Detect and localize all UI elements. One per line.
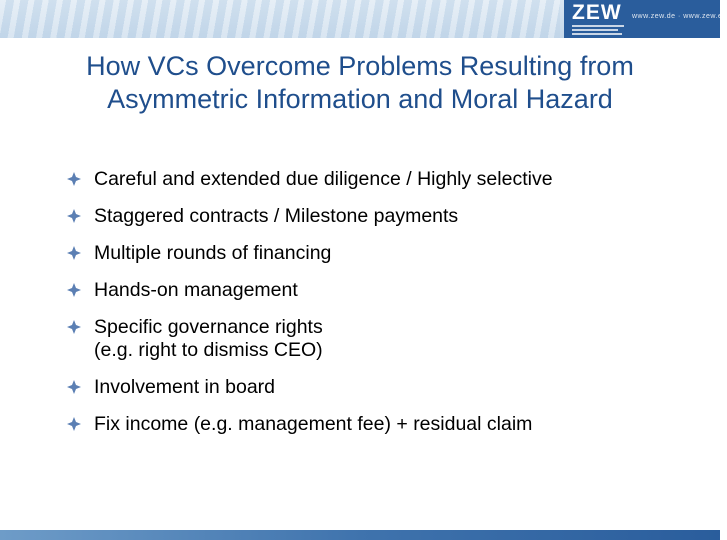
logo-url-text: www.zew.de · www.zew.eu [632, 13, 727, 20]
bullet-item [66, 376, 666, 399]
slide-title [30, 50, 690, 116]
diamond-bullet-icon [66, 245, 82, 261]
footer-band [0, 530, 720, 540]
bullet-text: Specific governance rights [94, 316, 323, 338]
bullet-text: Careful and extended due diligence / Highly selective [94, 168, 553, 190]
bullet-item [66, 168, 666, 191]
diamond-bullet-icon [66, 171, 82, 187]
diamond-bullet-icon [66, 379, 82, 395]
bullet-text-continuation: (e.g. right to dismiss CEO) [94, 339, 323, 361]
bullet-text: Hands-on management [94, 279, 298, 301]
diamond-bullet-icon [66, 208, 82, 224]
bullet-item [66, 279, 666, 302]
bullet-item [66, 316, 666, 362]
bullet-text: Multiple rounds of financing [94, 242, 332, 264]
zew-logo-subtext [572, 25, 628, 37]
diamond-bullet-icon [66, 416, 82, 432]
zew-logo: ZEW [572, 1, 622, 24]
bullet-text: Fix income (e.g. management fee) + residual claim [94, 413, 533, 435]
bullet-text: Staggered contracts / Milestone payments [94, 205, 459, 227]
bullet-item [66, 413, 666, 436]
slide-title-line-1: How VCs Overcome Problems Resulting from [86, 51, 634, 81]
bullet-item [66, 205, 666, 228]
header-wave-decoration [0, 0, 560, 38]
slide-title-line-2: Asymmetric Information and Moral Hazard [107, 84, 613, 114]
bullet-item [66, 242, 666, 265]
diamond-bullet-icon [66, 282, 82, 298]
bullet-text: Involvement in board [94, 376, 276, 398]
diamond-bullet-icon [66, 319, 82, 335]
bullet-list [66, 168, 666, 450]
